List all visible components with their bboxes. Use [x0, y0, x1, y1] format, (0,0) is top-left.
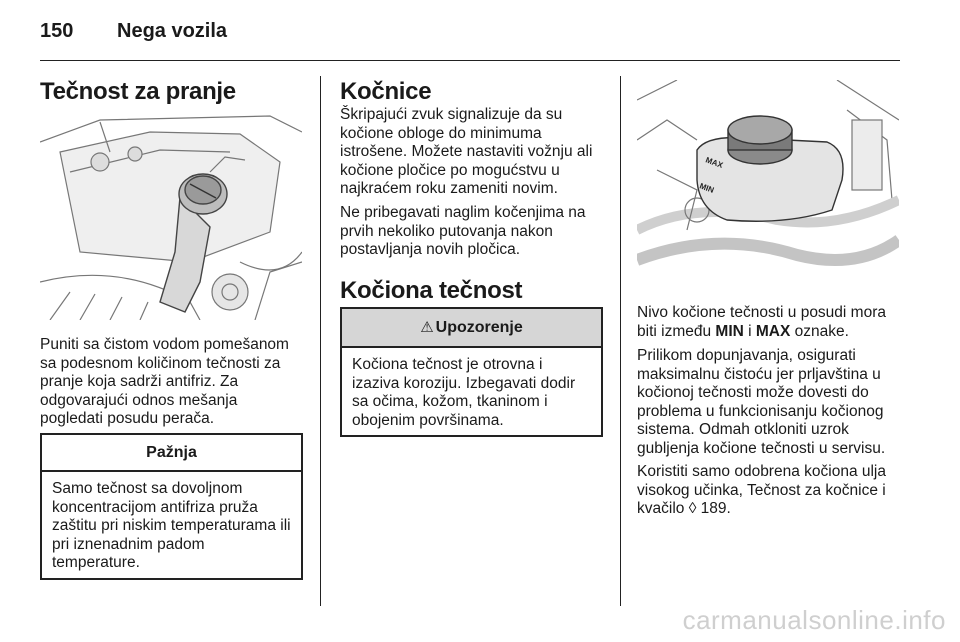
- brake-fluid-figure: [637, 80, 899, 288]
- brake-fluid-level-paragraph: [637, 304, 902, 341]
- max-mark: MAX: [755, 322, 791, 340]
- brakes-paragraph-1: Škripajući zvuk signalizuje da su kočione obloge do minimuma istrošene. Možete nastaviti vožnju ali kočione pločice po mogućstvu u najkraćem roku zameniti novim.: [340, 106, 593, 198]
- washer-fluid-figure: [40, 112, 302, 320]
- notice-body: Samo tečnost sa dovoljnom koncentracijom antifriza pruža zaštitu pri niskim temperaturama ili pri iznenadnim padom temperature.: [52, 480, 291, 572]
- level-text-a: Nivo kočione tečnosti u posudi mora biti između: [637, 304, 886, 340]
- column-divider-1: [320, 76, 321, 606]
- notice-box: [40, 433, 303, 580]
- header-rule: [40, 60, 900, 61]
- washer-fluid-paragraph: Puniti sa čistom vodom pomešanom sa podesnom količinom tečnosti za pranje koja sadrži antifriz. Za odgovarajući odnos mešanja pogledati posudu perača.: [40, 336, 289, 428]
- column-divider-2: [620, 76, 621, 606]
- level-text-b: oznake.: [790, 322, 849, 340]
- brakes-paragraph-2: Ne pribegavati naglim kočenjima na prvih nekoliko putovanja nakon postavljanja novih pločica.: [340, 204, 586, 259]
- approved-fluids-text: Koristiti samo odobrena kočiona ulja visokog učinka, Tečnost za kočnice i kvačilo: [637, 463, 886, 518]
- page-reference-arrow-icon: ◊: [688, 500, 697, 518]
- warning-body: Kočiona tečnost je otrovna i izaziva koroziju. Izbegavati dodir sa očima, kožom, tkaninom i obojenim površinama.: [352, 356, 576, 429]
- brakes-heading: Kočnice: [340, 78, 432, 105]
- warning-title: Upozorenje: [435, 319, 523, 336]
- washer-fluid-heading: Tečnost za pranje: [40, 78, 236, 105]
- section-title: Nega vozila: [117, 20, 228, 42]
- washer-fluid-reservoir-illustration: [40, 112, 302, 320]
- min-mark: MIN: [715, 322, 744, 340]
- brake-fluid-reservoir-illustration: [637, 80, 899, 288]
- level-text-i: i: [743, 322, 756, 340]
- reservoir-min-label: MIN: [698, 181, 716, 195]
- topping-up-paragraph: Prilikom dopunjavanja, osigurati maksimalnu čistoću jer prljavština u kočionoj tečnosti može dovesti do problema u funkcionisanju kočionog sistema. Odmah otkloniti uzrok gubljenja kočione tečnosti u servisu.: [637, 347, 886, 457]
- page-reference-link[interactable]: 189.: [700, 500, 731, 518]
- reservoir-max-label: MAX: [704, 155, 725, 170]
- warning-title-bar: [342, 309, 601, 348]
- notice-title: Pažnja: [42, 435, 301, 472]
- brake-fluid-heading: Kočiona tečnost: [340, 277, 523, 304]
- watermark: carmanualsonline.info: [682, 605, 946, 635]
- approved-fluids-paragraph: [637, 463, 902, 519]
- page-number: 150: [40, 20, 74, 42]
- warning-box: [340, 307, 603, 437]
- warning-triangle-icon: ⚠: [420, 319, 434, 336]
